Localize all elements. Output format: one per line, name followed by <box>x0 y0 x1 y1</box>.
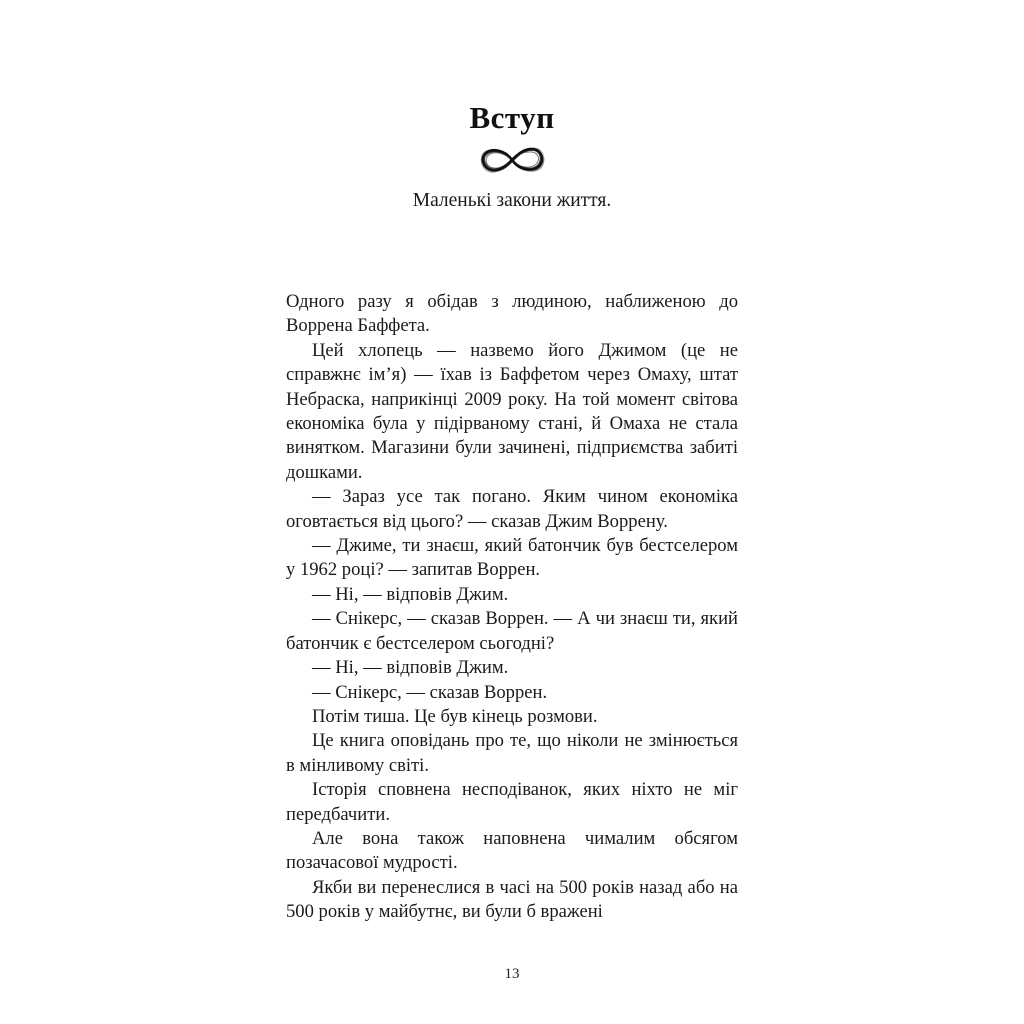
paragraph: — Снікерс, — сказав Воррен. — А чи знаєш ти, який батончик є бестселером сьогодні? <box>286 608 738 654</box>
paragraph: Історія сповнена несподіванок, яких ніхто не міг передбачити. <box>286 779 738 825</box>
paragraph: — Зараз усе так погано. Яким чином економіка оговтається від цього? — сказав Джим Воррену. <box>286 486 738 532</box>
paragraph: — Снікерс, — сказав Воррен. <box>312 681 548 703</box>
paragraph: — Ні, — відповів Джим. <box>312 657 509 679</box>
paragraph: Одного разу я обідав з людиною, наближеною до Воррена Баффета. <box>286 291 738 337</box>
paragraph: Потім тиша. Це був кінець розмови. <box>312 705 598 727</box>
page-number: 13 <box>504 966 520 982</box>
paragraph: Цей хлопець — назвемо його Джимом (це не справжнє ім’я) — їхав із Баффетом через Омаху, штат Небраска, наприкінці 2009 року. На той момент світова економіка була у підірваному стані, й Омаха не стала винятком. Магазини були зачинені, підприємства забиті дошками. <box>286 339 738 483</box>
paragraph: Але вона також наповнена чималим обсягом позачасової мудрості. <box>286 827 738 874</box>
chapter-title: Вступ <box>469 100 555 135</box>
paragraph: Це книга оповідань про те, що ніколи не змінюється в мінливому світі. <box>286 730 738 776</box>
chapter-subtitle: Маленькі закони життя. <box>412 190 612 211</box>
body-text <box>286 290 738 925</box>
paragraph: — Джиме, ти знаєш, який батончик був бестселером у 1962 році? — запитав Воррен. <box>286 535 738 581</box>
infinity-scribble-icon <box>477 143 547 177</box>
paragraph: Якби ви перенеслися в часі на 500 років назад або на 500 років у майбутнє, ви були б вражені <box>286 876 738 923</box>
paragraph: — Ні, — відповів Джим. <box>312 583 509 605</box>
